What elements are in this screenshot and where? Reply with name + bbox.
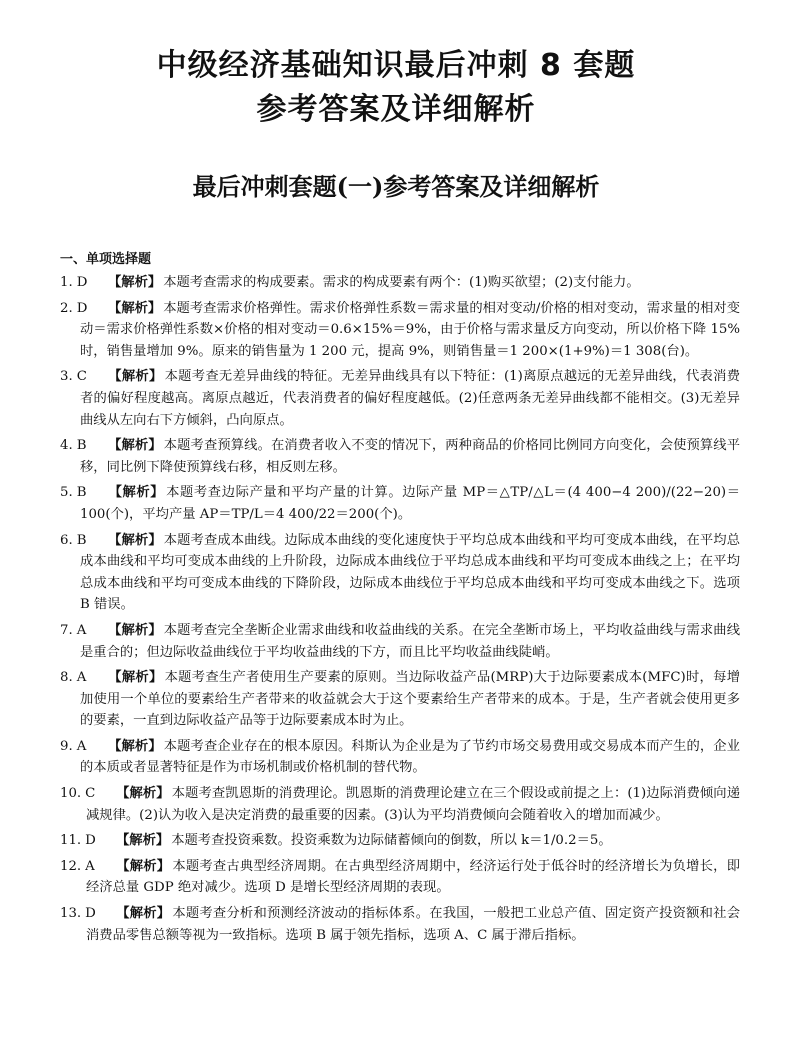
question-item	[52, 620, 740, 663]
question-item	[52, 736, 740, 779]
question-head	[60, 435, 91, 457]
question-number: 13.	[60, 906, 82, 922]
question-number: 2.	[60, 300, 73, 316]
question-head	[60, 298, 92, 320]
question-number: 1.	[60, 275, 73, 290]
question-answer: D	[76, 275, 88, 290]
question-text: 本题考查预算线。在消费者收入不变的情况下，两种商品的价格同比例同方向变化，会使预算线平移，同比例下降使预算线右移，相反则左移。	[80, 438, 741, 475]
question-item	[52, 272, 740, 294]
question-item	[52, 366, 740, 431]
analysis-tag: 【解析】	[116, 786, 170, 802]
analysis-tag: 【解析】	[108, 369, 163, 385]
analysis-tag: 【解析】	[116, 906, 171, 922]
question-item	[52, 298, 740, 363]
question-text: 本题考查投资乘数。投资乘数为边际储蓄倾向的倒数，所以 k＝1/0.2＝5。	[171, 833, 612, 849]
analysis-tag: 【解析】	[108, 275, 162, 290]
analysis-tag: 【解析】	[108, 300, 162, 316]
question-item	[52, 830, 740, 852]
question-head	[60, 620, 91, 642]
question-answer: A	[76, 738, 87, 754]
question-head	[60, 667, 91, 689]
question-number: 4.	[60, 438, 73, 454]
question-item	[52, 482, 740, 525]
document-title	[52, 44, 740, 132]
question-head	[60, 856, 100, 878]
analysis-tag: 【解析】	[108, 670, 163, 686]
question-text: 本题考查凯恩斯的消费理论。凯恩斯的消费理论建立在三个假设或前提之上：(1)边际消费倾向递减规律。(2)认为收入是决定消费的最重要的因素。(3)认为平均消费倾向会随着收入的增加而减少。	[86, 786, 740, 823]
question-number: 10.	[60, 786, 82, 802]
question-head	[60, 783, 100, 805]
question-number: 3.	[60, 369, 73, 385]
question-answer: C	[76, 369, 87, 385]
question-text: 本题考查成本曲线。边际成本曲线的变化速度快于平均总成本曲线和平均可变成本曲线，在平均总成本曲线和平均可变成本曲线的上升阶段，边际成本曲线位于平均总成本曲线和平均可变成本曲线之上；在平均总成本曲线和平均可变成本曲线的下降阶段，边际成本曲线位于平均总成本曲线和平均可变成本曲线之下。选项 B 错误。	[80, 532, 741, 613]
question-item	[52, 903, 740, 946]
question-head	[60, 736, 91, 758]
question-text: 本题考查需求的构成要素。需求的构成要素有两个：(1)购买欲望；(2)支付能力。	[163, 275, 640, 290]
question-text: 本题考查边际产量和平均产量的计算。边际产量 MP＝△TP/△L＝(4 400−4 200)/(22−20)＝100(个)，平均产量 AP＝TP/L＝4 400/22＝200(个)。	[80, 485, 740, 522]
question-text: 本题考查需求价格弹性。需求价格弹性系数＝需求量的相对变动/价格的相对变动，需求量的相对变动＝需求价格弹性系数×价格的相对变动＝0.6×15%＝9%，由于价格与需求量反方向变动，所以价格下降 15%时，销售量增加 9%。原来的销售量为 1 200 元，提高 9%，则销售量＝1 200×(1+9%)＝1 308(台)。	[80, 300, 740, 359]
document-title-line-2: 参考答案及详细解析	[256, 92, 536, 127]
question-answer: D	[76, 300, 88, 316]
question-text: 本题考查古典型经济周期。在古典型经济周期中，经济运行处于低谷时的经济增长为负增长，即经济总量 GDP 绝对减少。选项 D 是增长型经济周期的表现。	[86, 858, 740, 896]
question-head	[60, 903, 101, 925]
analysis-tag: 【解析】	[108, 438, 162, 454]
analysis-tag: 【解析】	[116, 858, 171, 874]
question-item	[52, 435, 740, 478]
question-head	[60, 482, 91, 504]
question-item	[52, 856, 740, 899]
analysis-tag: 【解析】	[116, 833, 170, 849]
question-number: 5.	[60, 485, 73, 501]
question-answer: A	[85, 858, 95, 874]
question-answer: B	[76, 532, 87, 548]
part-heading: 一、单项选择题	[60, 252, 152, 267]
question-item	[52, 530, 740, 616]
analysis-tag: 【解析】	[108, 622, 162, 638]
question-answer: B	[76, 485, 87, 501]
question-number: 12.	[60, 858, 82, 874]
question-list	[52, 272, 740, 946]
analysis-tag: 【解析】	[108, 485, 165, 501]
question-text: 本题考查生产者使用生产要素的原则。当边际收益产品(MRP)大于边际要素成本(MFC)时，每增加使用一个单位的要素给生产者带来的收益就会大于这个要素给生产者带来的成本。于是，生产者就会使用更多的要素，一直到边际收益产品等于边际要素成本时为止。	[80, 670, 740, 729]
analysis-tag: 【解析】	[108, 738, 162, 754]
question-text: 本题考查分析和预测经济波动的指标体系。在我国，一般把工业总产值、固定资产投资额和社会消费品零售总额等视为一致指标。选项 B 属于领先指标，选项 A、C 属于滞后指标。	[86, 906, 740, 943]
question-text: 本题考查企业存在的根本原因。科斯认为企业是为了节约市场交易费用或交易成本而产生的，企业的本质或者显著特征是作为市场机制或价格机制的替代物。	[80, 738, 741, 776]
section-title: 最后冲刺套题(一)参考答案及详细解析	[192, 172, 600, 201]
question-item	[52, 783, 740, 826]
document-title-line-1: 中级经济基础知识最后冲刺 8 套题	[156, 48, 636, 83]
question-text: 本题考查无差异曲线的特征。无差异曲线具有以下特征：(1)离原点越远的无差异曲线，代表消费者的偏好程度越高。离原点越近，代表消费者的偏好程度越低。(2)任意两条无差异曲线都不能相交。(3)无差异曲线从左向右下方倾斜，凸向原点。	[80, 369, 741, 428]
analysis-tag: 【解析】	[108, 532, 162, 548]
question-answer: A	[76, 670, 87, 686]
question-head	[60, 366, 92, 388]
question-text: 本题考查完全垄断企业需求曲线和收益曲线的关系。在完全垄断市场上，平均收益曲线与需求曲线是重合的；但边际收益曲线位于平均收益曲线的下方，而且比平均收益曲线陡峭。	[80, 622, 741, 660]
question-number: 7.	[60, 622, 73, 638]
question-item	[52, 667, 740, 732]
question-head	[60, 830, 101, 852]
question-answer: A	[76, 622, 87, 638]
question-head	[60, 272, 92, 294]
question-answer: B	[76, 438, 87, 454]
question-number: 6.	[60, 532, 73, 548]
question-answer: C	[85, 786, 96, 802]
question-answer: D	[85, 906, 96, 922]
question-number: 8.	[60, 670, 73, 686]
question-head	[60, 530, 91, 552]
question-number: 11.	[60, 833, 82, 849]
question-answer: D	[85, 833, 96, 849]
question-number: 9.	[60, 738, 73, 754]
